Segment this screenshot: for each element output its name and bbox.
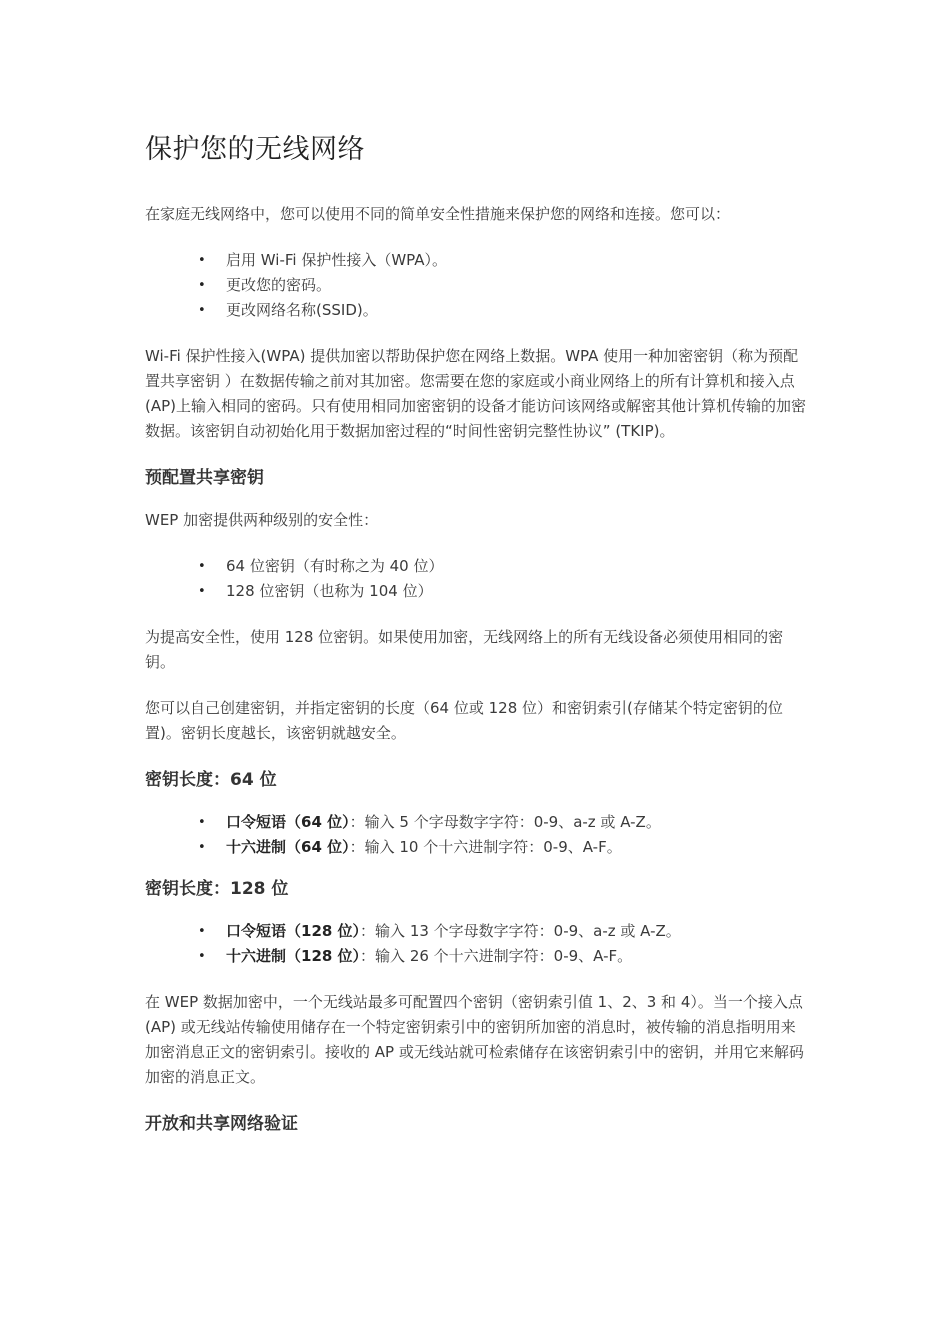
bullet-icon: • (198, 559, 206, 574)
bullet-icon: • (198, 584, 206, 599)
term-description: ：输入 5 个字母数字字符：0-9、a-z 或 A-Z。 (349, 813, 661, 831)
wep-levels-list (145, 554, 810, 604)
auth-heading: 开放和共享网络验证 (145, 1114, 298, 1134)
term-description: ：输入 13 个字母数字字符：0-9、a-z 或 A-Z。 (360, 922, 681, 940)
wpa-paragraph: Wi-Fi 保护性接入(WPA) 提供加密以帮助保护您在网络上数据。WPA 使用一种加密密钥（称为预配置共享密钥 ）在数据传输之前对其加密。您需要在您的家庭或小商业网络上的所有计算机和接入点(AP)上输入相同的密码。只有使用相同加密密钥的设备才能访问该网络或解密其他计算机传输的加密数据。该密钥自动初始化用于数据加密过程的“时间性密钥完整性协议” (TKIP)。 (145, 347, 807, 440)
bullet-icon: • (198, 278, 206, 293)
list-item-text: 启用 Wi-Fi 保护性接入（WPA）。 (226, 251, 448, 269)
list-item-text: 更改网络名称(SSID)。 (226, 301, 378, 319)
list-item-text: 64 位密钥（有时称之为 40 位） (226, 557, 444, 575)
term-label: 十六进制（128 位） (226, 947, 361, 965)
page-title: 保护您的无线网络 (145, 134, 365, 165)
key128-list (145, 919, 810, 969)
custom-key-paragraph: 您可以自己创建密钥，并指定密钥的长度（64 位或 128 位）和密钥索引(存储某个特定密钥的位置)。密钥长度越长，该密钥就越安全。 (145, 699, 783, 742)
bullet-icon: • (198, 815, 206, 830)
key128-heading: 密钥长度：128 位 (145, 879, 289, 899)
list-item-text: 128 位密钥（也称为 104 位） (226, 582, 433, 600)
bullet-icon: • (198, 924, 206, 939)
list-item (198, 554, 810, 579)
term-description: ：输入 10 个十六进制字符：0-9、A-F。 (349, 838, 622, 856)
key64-list (145, 810, 810, 860)
list-item (198, 298, 810, 323)
bullet-icon: • (198, 303, 206, 318)
list-item-text: 更改您的密码。 (226, 276, 332, 294)
list-item (198, 944, 810, 969)
term-label: 口令短语（64 位） (226, 813, 350, 831)
term-description: ：输入 26 个十六进制字符：0-9、A-F。 (360, 947, 633, 965)
security-paragraph: 为提高安全性，使用 128 位密钥。如果使用加密，无线网络上的所有无线设备必须使用相同的密钥。 (145, 628, 784, 671)
list-item (198, 919, 810, 944)
list-item (198, 579, 810, 604)
measures-list (145, 248, 810, 323)
wep-intro-paragraph: WEP 加密提供两种级别的安全性： (145, 511, 379, 529)
list-item (198, 810, 810, 835)
key64-heading: 密钥长度：64 位 (145, 770, 277, 790)
intro-paragraph: 在家庭无线网络中，您可以使用不同的简单安全性措施来保护您的网络和连接。您可以： (145, 205, 731, 223)
term-label: 口令短语（128 位） (226, 922, 361, 940)
bullet-icon: • (198, 840, 206, 855)
wep-keys-paragraph: 在 WEP 数据加密中，一个无线站最多可配置四个密钥（密钥索引值 1、2、3 和 4）。当一个接入点 (AP) 或无线站传输使用储存在一个特定密钥索引中的密钥所加密的消息时，被传输的消息指明用来加密消息正文的密钥索引。接收的 AP 或无线站就可检索储存在该密钥索引中的密钥，并用它来解码加密的消息正文。 (145, 993, 804, 1086)
psk-heading: 预配置共享密钥 (145, 468, 264, 488)
list-item (198, 835, 810, 860)
bullet-icon: • (198, 949, 206, 964)
list-item (198, 248, 810, 273)
term-label: 十六进制（64 位） (226, 838, 350, 856)
bullet-icon: • (198, 253, 206, 268)
list-item (198, 273, 810, 298)
document-content (145, 128, 810, 1154)
